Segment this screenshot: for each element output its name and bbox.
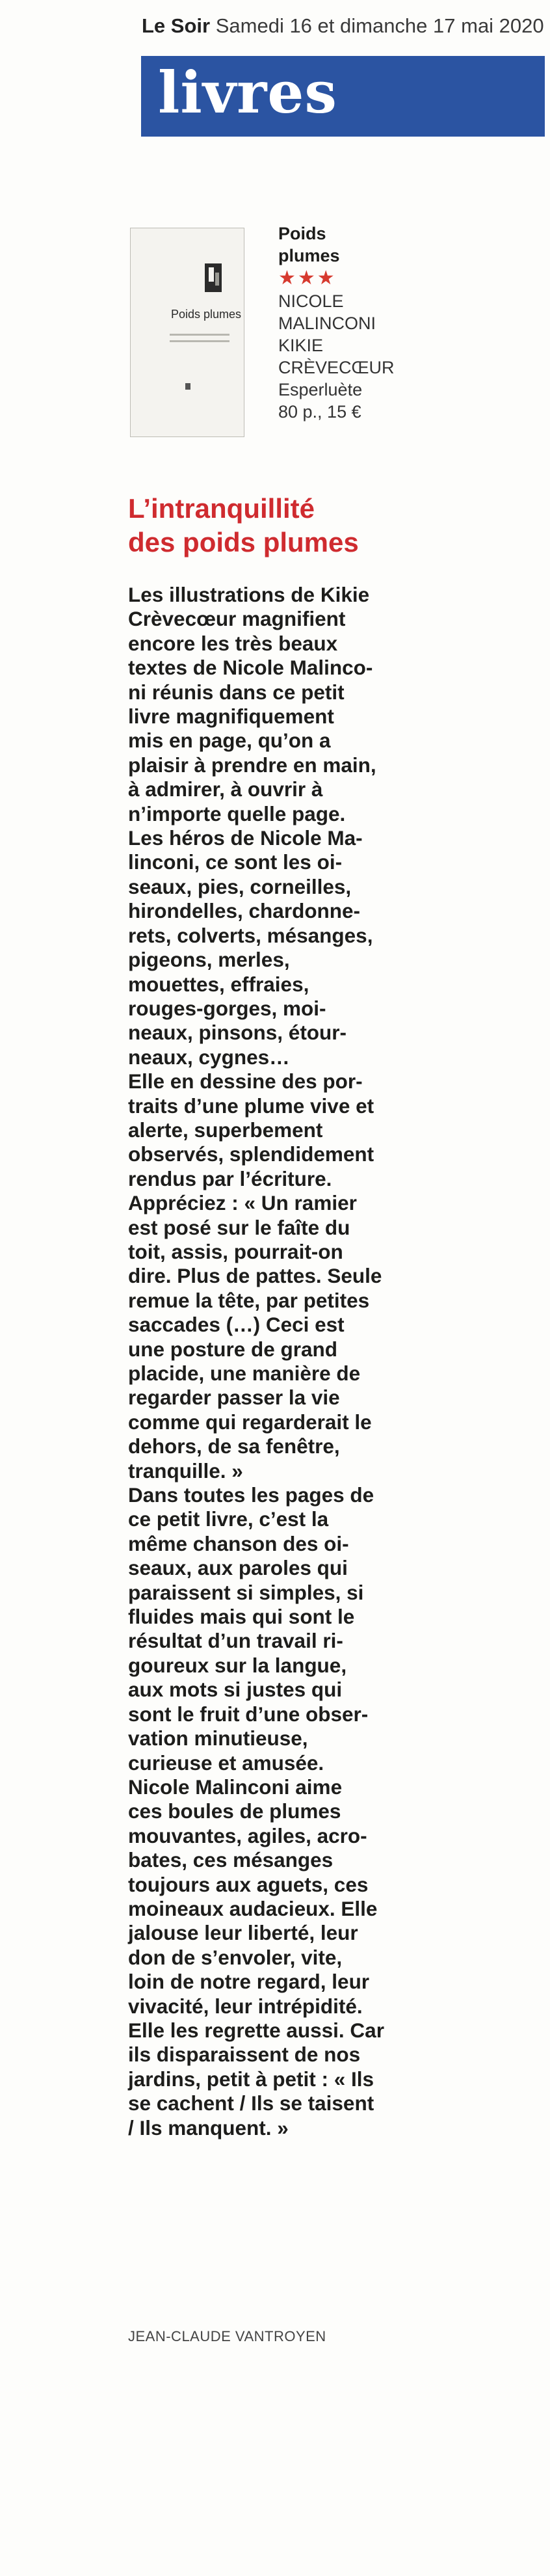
article-line: ces boules de plumes [128, 1799, 341, 1823]
article-line: rouges-gorges, moi- [128, 996, 326, 1020]
article-line: alerte, superbement [128, 1118, 323, 1142]
book-details: 80 p., 15 € [278, 402, 361, 422]
article-line: Les illustrations de Kikie [128, 583, 370, 606]
article-line: placide, une manière de [128, 1362, 361, 1385]
article-line: ils disparaissent de nos [128, 2043, 361, 2067]
book-title-line-2: plumes [278, 246, 340, 265]
article-line: dire. Plus de pattes. Seule [128, 1264, 382, 1288]
section-banner [141, 56, 545, 137]
article-byline: JEAN-CLAUDE VANTROYEN [128, 2328, 326, 2344]
article-line: résultat d’un travail ri- [128, 1629, 343, 1653]
illustrator-line-2: CRÈVECŒUR [278, 358, 395, 377]
article-line: dehors, de sa fenêtre, [128, 1434, 340, 1458]
article-line: une posture de grand [128, 1337, 338, 1361]
author-line-1: NICOLE [278, 291, 344, 311]
article-line: même chanson des oi- [128, 1531, 349, 1555]
article-line: paraissent si simples, si [128, 1580, 364, 1604]
article-line: / Ils manquent. » [128, 2115, 289, 2140]
star-rating: ★★★ [278, 267, 337, 289]
article-line: à admirer, à ouvrir à [128, 777, 323, 801]
article-body [128, 583, 424, 2140]
article-line: aux mots si justes qui [128, 1678, 343, 1702]
article-headline [128, 492, 492, 559]
book-cover-title: Poids plumes [171, 308, 242, 321]
article-line: encore les très beaux [128, 631, 338, 655]
book-title-line-1: Poids [278, 224, 326, 243]
article-line: vivacité, leur intrépidité. [128, 1994, 363, 2018]
article-line: curieuse et amusée. [128, 1751, 324, 1775]
author-line-2: MALINCONI [278, 314, 376, 333]
article-line: loin de notre regard, leur [128, 1970, 370, 1994]
section-title: livres [158, 59, 337, 126]
illustrator-line-1: KIKIE [278, 336, 324, 355]
article-line: Dans toutes les pages de [128, 1483, 374, 1507]
article-line: traits d’une plume vive et [128, 1093, 374, 1118]
book-cover-divider [170, 334, 229, 336]
article-line: observés, splendidement [128, 1142, 374, 1166]
article-line: plaisir à prendre en main, [128, 753, 376, 777]
article-line: neaux, pinsons, étour- [128, 1021, 347, 1045]
article-line: seaux, pies, corneilles, [128, 874, 352, 898]
headline-line-2: des poids plumes [128, 527, 359, 557]
article-line: toujours aux aguets, ces [128, 1872, 369, 1896]
article-line: comme qui regarderait le [128, 1410, 372, 1434]
article-line: mouettes, effraies, [128, 972, 309, 996]
article-line: pigeons, merles, [128, 948, 290, 972]
article-line: Appréciez : « Un ramier [128, 1191, 357, 1215]
article-line: seaux, aux paroles qui [128, 1556, 348, 1580]
page-header [142, 13, 545, 39]
article-line: textes de Nicole Malinco- [128, 656, 373, 680]
article-line: livre magnifiquement [128, 704, 334, 729]
article-line: Crèvecœur magnifient [128, 607, 346, 631]
article-line: sont le fruit d’une obser- [128, 1702, 369, 1726]
article-line: saccades (…) Ceci est [128, 1313, 345, 1337]
article-line: mouvantes, agiles, acro- [128, 1823, 367, 1847]
article-line: Nicole Malinconi aime [128, 1775, 343, 1799]
article-line: Les héros de Nicole Ma- [128, 826, 363, 850]
article-line: rendus par l’écriture. [128, 1166, 332, 1190]
article-line: est posé sur le faîte du [128, 1215, 350, 1239]
issue-date: Samedi 16 et dimanche 17 mai 2020 [215, 14, 544, 37]
article-line: Elle les regrette aussi. Car [128, 2018, 384, 2042]
publisher: Esperluète [278, 380, 363, 399]
article-line: remue la tête, par petites [128, 1288, 370, 1312]
article-line: jardins, petit à petit : « Ils [128, 2067, 374, 2091]
book-cover-divider [170, 340, 229, 342]
article-line: bates, ces mésanges [128, 1848, 334, 1872]
article-line: regarder passer la vie [128, 1386, 340, 1410]
newspaper-name: Le Soir [142, 14, 211, 37]
book-info [278, 222, 493, 423]
book-cover-image [130, 228, 244, 437]
article-line: jalouse leur liberté, leur [128, 1921, 358, 1945]
article-line: rets, colverts, mésanges, [128, 923, 373, 947]
article-line: Elle en dessine des por- [128, 1069, 363, 1093]
article-line: fluides mais qui sont le [128, 1605, 355, 1629]
article-line: se cachent / Ils se taisent [128, 2091, 374, 2115]
article-line: goureux sur la langue, [128, 1653, 347, 1677]
book-cover-bird-icon [201, 261, 227, 295]
headline-line-1: L’intranquillité [128, 493, 315, 524]
article-line: n’importe quelle page. [128, 801, 346, 825]
article-line: linconi, ce sont les oi- [128, 850, 343, 874]
book-cover-publisher-mark [185, 383, 190, 390]
article-line: toit, assis, pourrait-on [128, 1239, 343, 1263]
article-line: mis en page, qu’on a [128, 729, 331, 753]
article-line: moineaux audacieux. Elle [128, 1896, 378, 1920]
article-line: neaux, cygnes… [128, 1045, 290, 1069]
article-line: ce petit livre, c’est la [128, 1507, 329, 1531]
article-line: don de s’envoler, vite, [128, 1945, 343, 1969]
article-line: tranquille. » [128, 1458, 243, 1483]
article-line: vation minutieuse, [128, 1726, 308, 1751]
article-line: hirondelles, chardonne- [128, 899, 361, 923]
article-line: ni réunis dans ce petit [128, 680, 345, 704]
